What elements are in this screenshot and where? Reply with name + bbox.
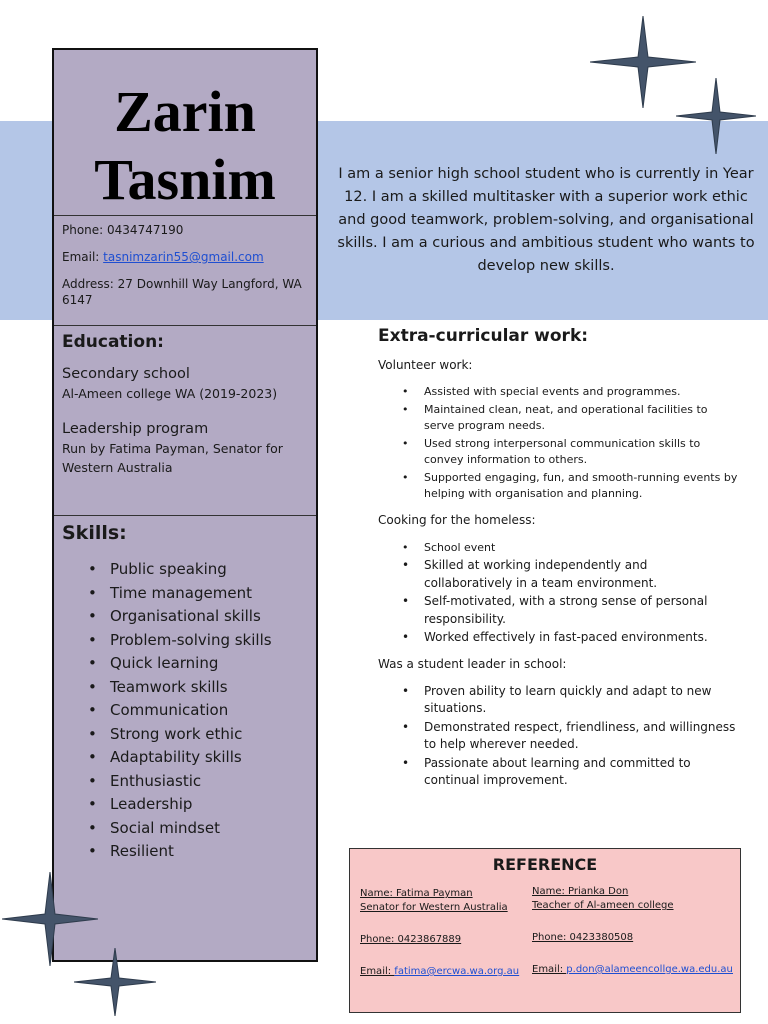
ref-name: Name: Prianka Don: [532, 886, 629, 897]
group-list: [378, 384, 738, 503]
ref-phone: Phone: 0423867889: [360, 934, 462, 945]
list-item: • Worked effectively in fast-paced environments.: [402, 629, 738, 647]
list-item: • School event: [402, 539, 738, 557]
list-item: • Passionate about learning and committed to continual improvement.: [402, 755, 738, 790]
skill-item: • Social mindset: [88, 817, 308, 841]
ref-phone: Phone: 0423380508: [532, 932, 634, 943]
extra-title: Extra-curricular work:: [378, 326, 589, 346]
list-item: • Used strong interpersonal communication skills to convey information to others.: [402, 436, 738, 469]
education-item-sub: Al-Ameen college WA (2019-2023): [62, 386, 278, 401]
first-name: Zarin: [114, 79, 256, 144]
education-item-sub: Run by Fatima Payman, Senator for Western Australia: [62, 441, 283, 475]
skills-title: Skills:: [62, 522, 127, 544]
skill-item: • Public speaking: [88, 558, 308, 582]
address-text: Address: 27 Downhill Way Langford, WA 6147: [62, 277, 302, 307]
skills-section: [54, 516, 316, 864]
email-label: Email:: [62, 250, 104, 264]
group-list: [378, 539, 738, 647]
education-item-title: Secondary school: [62, 366, 190, 382]
skill-item: • Strong work ethic: [88, 723, 308, 747]
ref-email-label: Email:: [532, 964, 567, 975]
contact-section: [54, 216, 316, 326]
ref-email-link[interactable]: fatima@ercwa.wa.org.au: [394, 966, 520, 977]
education-section: [54, 326, 316, 516]
reference-right: [532, 885, 733, 977]
skill-item: • Problem-solving skills: [88, 629, 308, 653]
reference-title: REFERENCE: [492, 855, 598, 874]
skills-list: [62, 558, 308, 864]
group-title: Was a student leader in school:: [378, 656, 567, 671]
extra-curricular-section: [378, 326, 738, 800]
skill-item: • Resilient: [88, 840, 308, 864]
phone-text: Phone: 0434747190: [62, 223, 184, 237]
list-item: • Self-motivated, with a strong sense of personal responsibility.: [402, 593, 738, 628]
summary-text: I am a senior high school student who is currently in Year 12. I am a skilled multitasker with a superior work ethic and good teamwork, problem-solving, and organisational skills. I am a curious and ambitious student who wants to develop new skills.: [337, 166, 755, 274]
skill-item: • Organisational skills: [88, 605, 308, 629]
education-item-title: Leadership program: [62, 421, 209, 437]
ref-email-line: [360, 965, 519, 979]
name-heading: [54, 50, 316, 216]
skill-item: • Time management: [88, 582, 308, 606]
star-icon-top-small: [676, 78, 756, 154]
skill-item: • Teamwork skills: [88, 676, 308, 700]
list-item: • Maintained clean, neat, and operational facilities to serve program needs.: [402, 402, 738, 435]
skill-item: • Quick learning: [88, 652, 308, 676]
email-line: [62, 249, 308, 265]
reference-box: [349, 848, 741, 1013]
ref-role: Senator for Western Australia: [360, 902, 508, 913]
ref-email-line: [532, 963, 733, 977]
reference-left: [360, 887, 519, 979]
group-title: Volunteer work:: [378, 358, 473, 372]
group-list: [378, 683, 738, 790]
list-item: • Demonstrated respect, friendliness, and willingness to help wherever needed.: [402, 719, 738, 754]
ref-email-label: Email:: [360, 966, 395, 977]
list-item: • Proven ability to learn quickly and adapt to new situations.: [402, 683, 738, 718]
star-icon-bottom-small: [74, 948, 156, 1016]
sidebar: [52, 48, 318, 962]
skill-item: • Adaptability skills: [88, 746, 308, 770]
ref-name: Name: Fatima Payman: [360, 888, 473, 899]
list-item: • Supported engaging, fun, and smooth-running events by helping with organisation and planning.: [402, 470, 738, 503]
education-title: Education:: [62, 332, 164, 352]
ref-role: Teacher of Al-ameen college: [532, 900, 674, 911]
skill-item: • Communication: [88, 699, 308, 723]
group-title: Cooking for the homeless:: [378, 512, 536, 527]
ref-email-link[interactable]: p.don@alameencollge.wa.edu.au: [566, 964, 733, 975]
list-item: • Skilled at working independently and collaboratively in a team environment.: [402, 557, 738, 592]
last-name: Tasnim: [94, 147, 276, 212]
email-link[interactable]: tasnimzarin55@gmail.com: [103, 250, 264, 264]
list-item: • Assisted with special events and programmes.: [402, 384, 738, 401]
skill-item: • Enthusiastic: [88, 770, 308, 794]
skill-item: • Leadership: [88, 793, 308, 817]
